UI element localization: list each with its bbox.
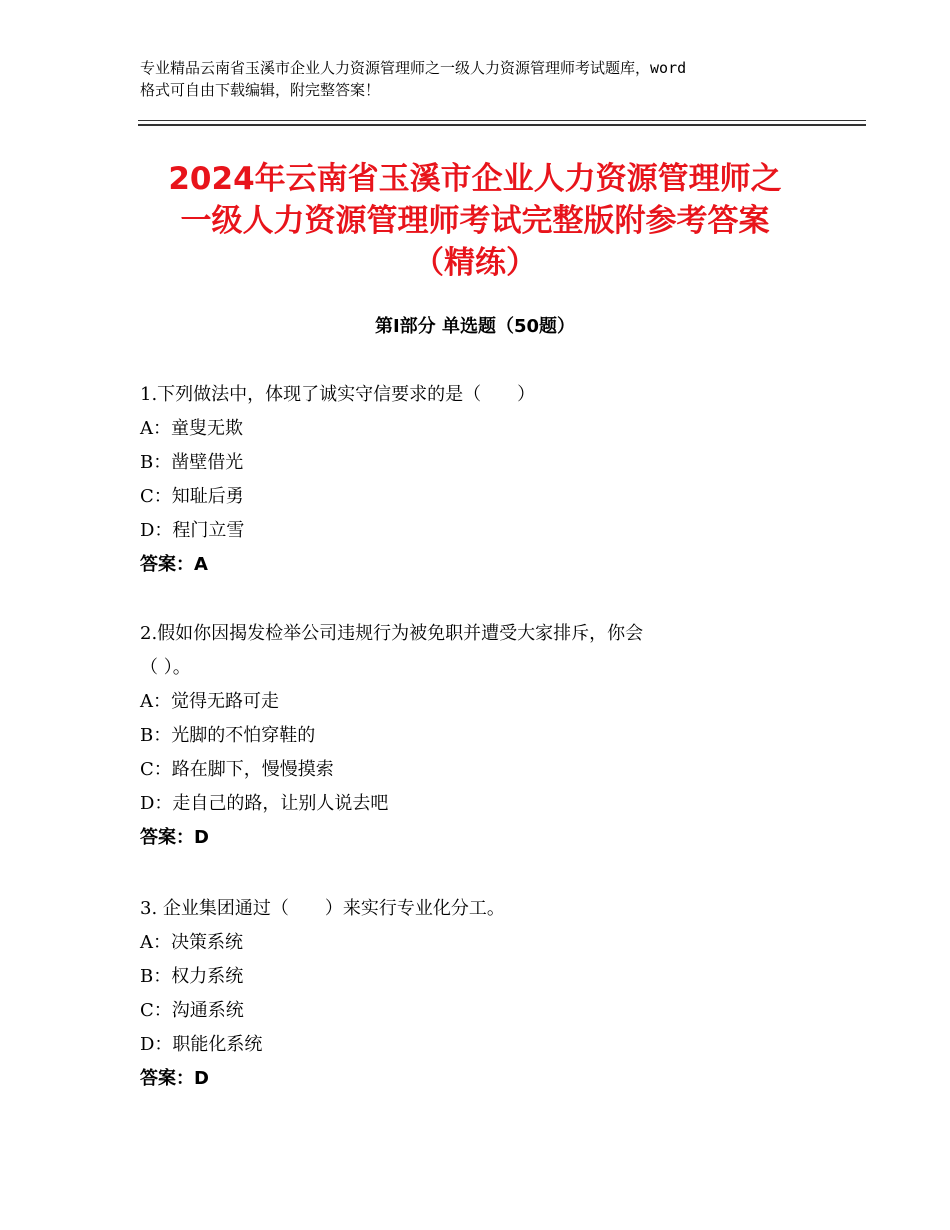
header-note <box>140 57 830 101</box>
option-d: D：职能化系统 <box>140 1034 263 1055</box>
header-divider-thin <box>138 120 866 121</box>
option-a: A：决策系统 <box>140 932 243 953</box>
question-stem: 2.假如你因揭发检举公司违规行为被免职并遭受大家排斥，你会 <box>140 623 644 644</box>
question-2 <box>140 617 840 855</box>
header-divider-thick <box>138 124 866 126</box>
option-c: C：路在脚下，慢慢摸索 <box>140 759 334 780</box>
document-title-line-2: 一级人力资源管理师考试完整版附参考答案 <box>180 203 770 239</box>
option-d: D：程门立雪 <box>140 520 245 541</box>
question-1 <box>140 378 840 582</box>
option-c: C：沟通系统 <box>140 1000 244 1021</box>
document-title-line-3: （精练） <box>413 245 537 281</box>
option-b: B：凿壁借光 <box>140 452 244 473</box>
option-d: D：走自己的路，让别人说去吧 <box>140 793 389 814</box>
document-title <box>100 158 850 284</box>
header-note-line-1: 专业精品云南省玉溪市企业人力资源管理师之一级人力资源管理师考试题库，word <box>140 59 687 77</box>
answer-label: 答案：D <box>140 1068 209 1089</box>
option-c: C：知耻后勇 <box>140 486 244 507</box>
option-a: A：觉得无路可走 <box>140 691 279 712</box>
answer-label: 答案：D <box>140 827 209 848</box>
option-a: A：童叟无欺 <box>140 418 243 439</box>
question-stem: 3. 企业集团通过（ ）来实行专业化分工。 <box>140 898 505 919</box>
section-title: 第Ⅰ部分 单选题（50题） <box>374 316 575 337</box>
option-b: B：权力系统 <box>140 966 244 987</box>
header-note-line-2: 格式可自由下载编辑，附完整答案！ <box>140 81 381 99</box>
question-3 <box>140 892 840 1096</box>
question-stem-continued: （ ）。 <box>140 657 191 678</box>
option-b: B：光脚的不怕穿鞋的 <box>140 725 316 746</box>
question-stem: 1.下列做法中，体现了诚实守信要求的是（ ） <box>140 384 536 405</box>
document-title-line-1: 2024年云南省玉溪市企业人力资源管理师之 <box>168 161 782 197</box>
answer-label: 答案：A <box>140 554 208 575</box>
